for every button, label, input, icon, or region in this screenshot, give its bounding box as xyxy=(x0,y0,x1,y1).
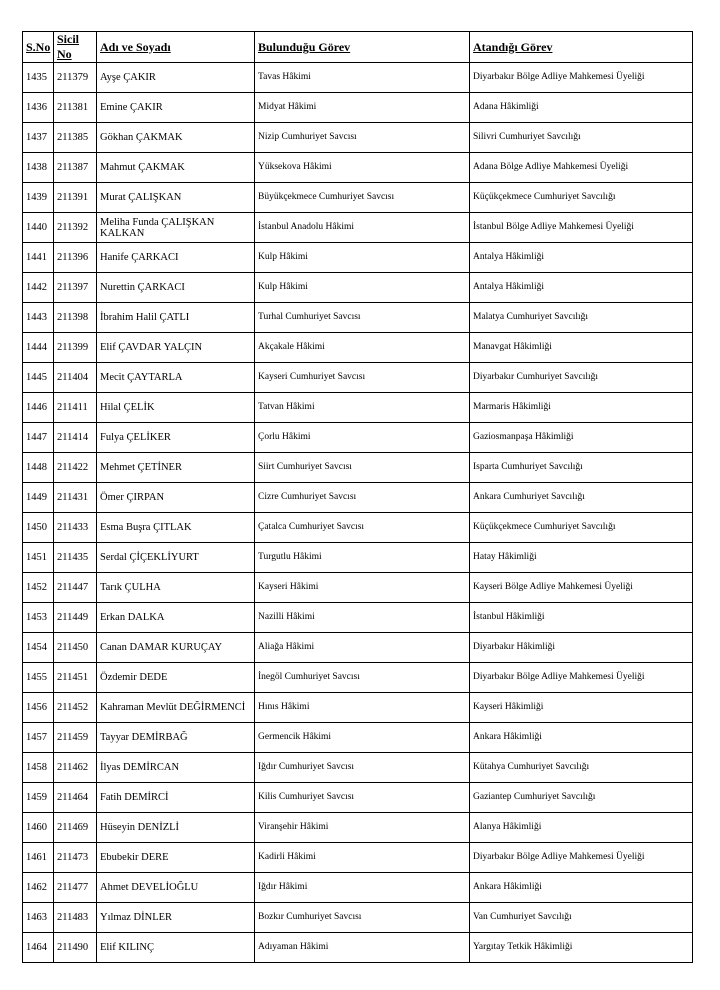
cell-sicil-no: 211385 xyxy=(54,123,97,153)
header-name: Adı ve Soyadı xyxy=(97,32,255,63)
cell-sno: 1448 xyxy=(23,453,54,483)
cell-name: Mehmet ÇETİNER xyxy=(97,453,255,483)
assignment-table xyxy=(22,31,693,963)
cell-sno: 1457 xyxy=(23,723,54,753)
cell-sno: 1438 xyxy=(23,153,54,183)
cell-sicil-no: 211379 xyxy=(54,63,97,93)
cell-name: Hüseyin DENİZLİ xyxy=(97,813,255,843)
cell-current-post: Turhal Cumhuriyet Savcısı xyxy=(255,303,470,333)
cell-assigned-post: Adana Bölge Adliye Mahkemesi Üyeliği xyxy=(470,153,693,183)
cell-sicil-no: 211477 xyxy=(54,873,97,903)
cell-assigned-post: Yargıtay Tetkik Hâkimliği xyxy=(470,933,693,963)
cell-assigned-post: Alanya Hâkimliği xyxy=(470,813,693,843)
cell-name: Fatih DEMİRCİ xyxy=(97,783,255,813)
cell-name: Esma Buşra ÇITLAK xyxy=(97,513,255,543)
cell-name: İbrahim Halil ÇATLI xyxy=(97,303,255,333)
cell-assigned-post: Gaziosmanpaşa Hâkimliği xyxy=(470,423,693,453)
cell-current-post: Nazilli Hâkimi xyxy=(255,603,470,633)
cell-name: Tarık ÇULHA xyxy=(97,573,255,603)
cell-sno: 1455 xyxy=(23,663,54,693)
table-row xyxy=(23,333,693,363)
cell-assigned-post: Silivri Cumhuriyet Savcılığı xyxy=(470,123,693,153)
table-row xyxy=(23,183,693,213)
cell-assigned-post: Hatay Hâkimliği xyxy=(470,543,693,573)
cell-current-post: Tavas Hâkimi xyxy=(255,63,470,93)
cell-current-post: Kulp Hâkimi xyxy=(255,243,470,273)
table-row xyxy=(23,123,693,153)
cell-assigned-post: Gaziantep Cumhuriyet Savcılığı xyxy=(470,783,693,813)
cell-current-post: Akçakale Hâkimi xyxy=(255,333,470,363)
cell-name: Mahmut ÇAKMAK xyxy=(97,153,255,183)
cell-sicil-no: 211464 xyxy=(54,783,97,813)
cell-sno: 1437 xyxy=(23,123,54,153)
cell-sicil-no: 211411 xyxy=(54,393,97,423)
cell-name: Yılmaz DİNLER xyxy=(97,903,255,933)
cell-sicil-no: 211422 xyxy=(54,453,97,483)
cell-sicil-no: 211431 xyxy=(54,483,97,513)
cell-current-post: Çatalca Cumhuriyet Savcısı xyxy=(255,513,470,543)
cell-current-post: Siirt Cumhuriyet Savcısı xyxy=(255,453,470,483)
cell-current-post: Bozkır Cumhuriyet Savcısı xyxy=(255,903,470,933)
cell-sicil-no: 211450 xyxy=(54,633,97,663)
cell-current-post: Kilis Cumhuriyet Savcısı xyxy=(255,783,470,813)
cell-sno: 1464 xyxy=(23,933,54,963)
cell-current-post: Hınıs Hâkimi xyxy=(255,693,470,723)
cell-sicil-no: 211397 xyxy=(54,273,97,303)
cell-sno: 1446 xyxy=(23,393,54,423)
cell-sicil-no: 211469 xyxy=(54,813,97,843)
cell-sicil-no: 211392 xyxy=(54,213,97,243)
table-row xyxy=(23,633,693,663)
cell-current-post: Çorlu Hâkimi xyxy=(255,423,470,453)
table-row xyxy=(23,813,693,843)
cell-sicil-no: 211404 xyxy=(54,363,97,393)
cell-name: Hilal ÇELİK xyxy=(97,393,255,423)
cell-name: Erkan DALKA xyxy=(97,603,255,633)
cell-assigned-post: Kütahya Cumhuriyet Savcılığı xyxy=(470,753,693,783)
cell-assigned-post: Kayseri Hâkimliği xyxy=(470,693,693,723)
table-row xyxy=(23,393,693,423)
table-row xyxy=(23,843,693,873)
cell-sno: 1454 xyxy=(23,633,54,663)
cell-assigned-post: İstanbul Bölge Adliye Mahkemesi Üyeliği xyxy=(470,213,693,243)
cell-sicil-no: 211414 xyxy=(54,423,97,453)
cell-current-post: Büyükçekmece Cumhuriyet Savcısı xyxy=(255,183,470,213)
cell-sno: 1441 xyxy=(23,243,54,273)
cell-sno: 1445 xyxy=(23,363,54,393)
cell-sno: 1439 xyxy=(23,183,54,213)
header-sicil-no: Sicil No xyxy=(54,32,97,63)
cell-sno: 1443 xyxy=(23,303,54,333)
cell-sicil-no: 211435 xyxy=(54,543,97,573)
table-row xyxy=(23,933,693,963)
cell-sno: 1460 xyxy=(23,813,54,843)
cell-sno: 1444 xyxy=(23,333,54,363)
cell-name: Meliha Funda ÇALIŞKAN KALKAN xyxy=(97,213,255,243)
table-row xyxy=(23,423,693,453)
cell-current-post: İnegöl Cumhuriyet Savcısı xyxy=(255,663,470,693)
cell-sno: 1447 xyxy=(23,423,54,453)
cell-name: Ahmet DEVELİOĞLU xyxy=(97,873,255,903)
cell-assigned-post: Ankara Hâkimliği xyxy=(470,723,693,753)
cell-sno: 1459 xyxy=(23,783,54,813)
cell-name: Ömer ÇIRPAN xyxy=(97,483,255,513)
cell-sno: 1449 xyxy=(23,483,54,513)
cell-current-post: Cizre Cumhuriyet Savcısı xyxy=(255,483,470,513)
cell-assigned-post: Diyarbakır Hâkimliği xyxy=(470,633,693,663)
cell-current-post: Germencik Hâkimi xyxy=(255,723,470,753)
cell-sno: 1452 xyxy=(23,573,54,603)
cell-name: Ayşe ÇAKIR xyxy=(97,63,255,93)
cell-sicil-no: 211396 xyxy=(54,243,97,273)
cell-current-post: Tatvan Hâkimi xyxy=(255,393,470,423)
table-row xyxy=(23,693,693,723)
cell-assigned-post: Malatya Cumhuriyet Savcılığı xyxy=(470,303,693,333)
cell-sno: 1436 xyxy=(23,93,54,123)
cell-sicil-no: 211449 xyxy=(54,603,97,633)
table-row xyxy=(23,303,693,333)
cell-name: Murat ÇALIŞKAN xyxy=(97,183,255,213)
header-current-post: Bulunduğu Görev xyxy=(255,32,470,63)
cell-current-post: Viranşehir Hâkimi xyxy=(255,813,470,843)
cell-current-post: Kayseri Hâkimi xyxy=(255,573,470,603)
cell-assigned-post: Küçükçekmece Cumhuriyet Savcılığı xyxy=(470,183,693,213)
cell-sicil-no: 211490 xyxy=(54,933,97,963)
cell-sicil-no: 211381 xyxy=(54,93,97,123)
cell-assigned-post: Manavgat Hâkimliği xyxy=(470,333,693,363)
cell-sno: 1461 xyxy=(23,843,54,873)
cell-sicil-no: 211452 xyxy=(54,693,97,723)
cell-sno: 1442 xyxy=(23,273,54,303)
cell-assigned-post: Diyarbakır Cumhuriyet Savcılığı xyxy=(470,363,693,393)
cell-name: Tayyar DEMİRBAĞ xyxy=(97,723,255,753)
cell-name: Ebubekir DERE xyxy=(97,843,255,873)
cell-current-post: Aliağa Hâkimi xyxy=(255,633,470,663)
cell-current-post: Adıyaman Hâkimi xyxy=(255,933,470,963)
cell-name: Hanife ÇARKACI xyxy=(97,243,255,273)
cell-sicil-no: 211399 xyxy=(54,333,97,363)
cell-assigned-post: Kayseri Bölge Adliye Mahkemesi Üyeliği xyxy=(470,573,693,603)
cell-sicil-no: 211398 xyxy=(54,303,97,333)
cell-current-post: Nizip Cumhuriyet Savcısı xyxy=(255,123,470,153)
cell-current-post: Kayseri Cumhuriyet Savcısı xyxy=(255,363,470,393)
cell-name: Kahraman Mevlüt DEĞİRMENCİ xyxy=(97,693,255,723)
cell-name: Canan DAMAR KURUÇAY xyxy=(97,633,255,663)
cell-sicil-no: 211447 xyxy=(54,573,97,603)
cell-sno: 1435 xyxy=(23,63,54,93)
cell-assigned-post: Antalya Hâkimliği xyxy=(470,243,693,273)
table-row xyxy=(23,603,693,633)
cell-assigned-post: Isparta Cumhuriyet Savcılığı xyxy=(470,453,693,483)
cell-name: Fulya ÇELİKER xyxy=(97,423,255,453)
cell-sno: 1463 xyxy=(23,903,54,933)
table-row xyxy=(23,63,693,93)
cell-name: Elif ÇAVDAR YALÇIN xyxy=(97,333,255,363)
table-row xyxy=(23,573,693,603)
table-row xyxy=(23,483,693,513)
cell-sno: 1456 xyxy=(23,693,54,723)
header-row xyxy=(23,32,693,63)
cell-sno: 1450 xyxy=(23,513,54,543)
cell-current-post: Iğdır Cumhuriyet Savcısı xyxy=(255,753,470,783)
table-row xyxy=(23,723,693,753)
cell-name: Serdal ÇİÇEKLİYURT xyxy=(97,543,255,573)
cell-name: Özdemir DEDE xyxy=(97,663,255,693)
cell-current-post: Turgutlu Hâkimi xyxy=(255,543,470,573)
cell-sicil-no: 211459 xyxy=(54,723,97,753)
cell-sno: 1451 xyxy=(23,543,54,573)
cell-assigned-post: Diyarbakır Bölge Adliye Mahkemesi Üyeliği xyxy=(470,663,693,693)
table-row xyxy=(23,93,693,123)
cell-sicil-no: 211462 xyxy=(54,753,97,783)
table-row xyxy=(23,663,693,693)
cell-current-post: Yüksekova Hâkimi xyxy=(255,153,470,183)
table-row xyxy=(23,513,693,543)
table-row xyxy=(23,903,693,933)
cell-sicil-no: 211433 xyxy=(54,513,97,543)
cell-name: Nurettin ÇARKACI xyxy=(97,273,255,303)
table-row xyxy=(23,363,693,393)
table-row xyxy=(23,783,693,813)
cell-assigned-post: Ankara Cumhuriyet Savcılığı xyxy=(470,483,693,513)
cell-sicil-no: 211473 xyxy=(54,843,97,873)
cell-assigned-post: Adana Hâkimliği xyxy=(470,93,693,123)
cell-sno: 1440 xyxy=(23,213,54,243)
table-row xyxy=(23,873,693,903)
cell-assigned-post: İstanbul Hâkimliği xyxy=(470,603,693,633)
cell-name: Elif KILINÇ xyxy=(97,933,255,963)
cell-current-post: Iğdır Hâkimi xyxy=(255,873,470,903)
cell-name: İlyas DEMİRCAN xyxy=(97,753,255,783)
cell-name: Mecit ÇAYTARLA xyxy=(97,363,255,393)
cell-sicil-no: 211483 xyxy=(54,903,97,933)
table-row xyxy=(23,213,693,243)
cell-current-post: Midyat Hâkimi xyxy=(255,93,470,123)
cell-assigned-post: Diyarbakır Bölge Adliye Mahkemesi Üyeliği xyxy=(470,843,693,873)
table-row xyxy=(23,543,693,573)
cell-current-post: İstanbul Anadolu Hâkimi xyxy=(255,213,470,243)
cell-assigned-post: Ankara Hâkimliği xyxy=(470,873,693,903)
cell-assigned-post: Van Cumhuriyet Savcılığı xyxy=(470,903,693,933)
header-assigned-post: Atandığı Görev xyxy=(470,32,693,63)
cell-sno: 1462 xyxy=(23,873,54,903)
cell-sicil-no: 211387 xyxy=(54,153,97,183)
cell-sicil-no: 211391 xyxy=(54,183,97,213)
cell-name: Emine ÇAKIR xyxy=(97,93,255,123)
cell-sno: 1453 xyxy=(23,603,54,633)
table-row xyxy=(23,453,693,483)
cell-current-post: Kulp Hâkimi xyxy=(255,273,470,303)
table-row xyxy=(23,273,693,303)
table-row xyxy=(23,243,693,273)
cell-sno: 1458 xyxy=(23,753,54,783)
header-sno: S.No xyxy=(23,32,54,63)
cell-sicil-no: 211451 xyxy=(54,663,97,693)
cell-current-post: Kadirli Hâkimi xyxy=(255,843,470,873)
cell-assigned-post: Antalya Hâkimliği xyxy=(470,273,693,303)
table-row xyxy=(23,153,693,183)
cell-name: Gökhan ÇAKMAK xyxy=(97,123,255,153)
table-row xyxy=(23,753,693,783)
cell-assigned-post: Küçükçekmece Cumhuriyet Savcılığı xyxy=(470,513,693,543)
cell-assigned-post: Marmaris Hâkimliği xyxy=(470,393,693,423)
cell-assigned-post: Diyarbakır Bölge Adliye Mahkemesi Üyeliği xyxy=(470,63,693,93)
